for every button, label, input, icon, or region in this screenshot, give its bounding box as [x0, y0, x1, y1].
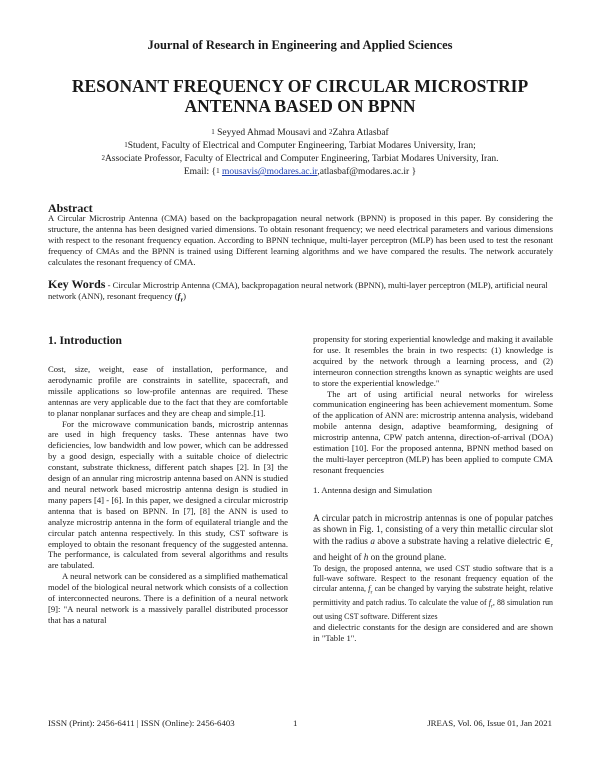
keywords: Key Words - Circular Microstrip Antenna (CMA), backpropagation neural network (BPNN), multi-layer perceptron (MLP), artificial neural network (ANN), resonant frequency $(f_r)$	[48, 277, 548, 304]
paragraph: A circular patch in microstrip antennas is one of popular patches as shown in Fig. 1, consisting of a very thin metallic circular slot with the radius a above a substrate having a relative dielectric $\in_r$ and height of h on the ground plane.	[313, 512, 553, 563]
abstract-text: A Circular Microstrip Antenna (CMA) based on the backpropagation neural network (BPNN) is proposed in this paper. By considering the structure, the antenna has been designed varied dimensions. To obtain resonant frequency; we need electrical parameters and various dimensions with respect to the resonant frequency equation. According to BPNN technique, multi-layer perceptron (MLP) has been used to test the resonant frequency of CMAs and the BPNN is trained using Different learning algorithms and we have compared the results. The network accurately calculates the resonant frequency of CMA.	[48, 213, 553, 268]
page-number: 1	[293, 718, 298, 728]
title-line-2: ANTENNA BASED ON BPNN	[184, 96, 416, 116]
paper-title	[40, 76, 560, 116]
keywords-label: Key Words	[48, 277, 106, 291]
author-block	[0, 127, 600, 179]
email-line: Email: {$^1$ mousavis@modares.ac.ir,atlasbaf@modares.ac.ir }	[183, 167, 417, 177]
paragraph: The art of using artificial neural networks for wireless communication engineering has been achievement momentum. Some of the application of ANN are: microstrip antenna analysis, wideband mobile antenna design, adaptive beamforming, designing of microstrip antenna, CPW patch antenna, direction-of-arrival (DOA) estimation [10]. For the proposed antenna, BPNN method based on the multi-layer perceptron (MLP) has been applied to compute CMA resonant frequencies	[313, 388, 553, 475]
paragraph: propensity for storing experiential knowledge and making it available for use. It resembles the brain in two respects: (1) knowledge is acquired by the network through a learning process, and (2) interneuron connection strengths known as synaptic weights are used to store the experiential knowledge."	[313, 334, 553, 388]
section-subheading: 1. Antenna design and Simulation	[313, 484, 432, 495]
paragraph: Cost, size, weight, ease of installation, performance, and aerodynamic profile are constraints in satellite, spacecraft, and missile applications so low-profile antennas are required. These antennas are very applicable due to the fact that they are comfortable to planar nonplanar surfaces and they are cheap and simple.[1].	[48, 364, 288, 418]
right-column	[313, 334, 553, 644]
journal-name: Journal of Research in Engineering and Applied Sciences	[147, 38, 453, 52]
email-link[interactable]: mousavis@modares.ac.ir	[221, 167, 318, 177]
paragraph: and dielectric constants for the design are considered and are shown in "Table 1".	[313, 622, 553, 643]
introduction-heading: 1. Introduction	[48, 335, 122, 347]
footer-issn: ISSN (Print): 2456-6411 | ISSN (Online): 2456-6403	[48, 718, 235, 728]
left-column	[48, 364, 288, 626]
footer-citation: JREAS, Vol. 06, Issue 01, Jan 2021	[427, 718, 552, 728]
affiliation-1: $^1$Student, Faculty of Electrical and Computer Engineering, Tarbiat Modares University, Iran;	[124, 141, 476, 151]
affiliation-2: $^2$Associate Professor, Faculty of Electrical and Computer Engineering, Tarbiat Modares University, Iran.	[101, 154, 499, 164]
paragraph: To design, the proposed antenna, we used CST studio software that is a full-wave software. Respect to the resonant frequency equation of the circular antenna, $f_r$ can be changed by varying the substrate height, relative permittivity and patch radius. To calculate the value of $f_r$, 88 simulation run out using CST software. Different sizes	[313, 563, 553, 621]
abstract-heading: Abstract	[48, 201, 93, 215]
paragraph: A neural network can be considered as a simplified mathematical model of the biological neural network which consists of a collection of interconnected neurons. There is a definition of a neural network [9]: "A neural network is a massively parallel distributed processor that has a natural	[48, 571, 288, 625]
title-line-1: RESONANT FREQUENCY OF CIRCULAR MICROSTRIP	[71, 76, 529, 96]
author-names: $^1$ Seyyed Ahmad Mousavi and $^2$Zahra Atlasbaf	[211, 128, 389, 138]
paragraph: For the microwave communication bands, microstrip antennas are used in high frequency tasks. These antennas have two deficiencies, low bandwidth and low power, which can be addressed by a good design, especially with a suitable choice of dielectric constant, substrate thickness, different patch shapes [2]. In [3] the design of an annular ring microstrip antenna based on ANN is studied and neural network based microstrip antenna design is studied in many papers [4] - [6]. In this paper, we designed a circular microstrip antenna that is based on BPNN. In [7], [8] the ANN is used to analyze microstrip antenna in the form of equilateral triangle and the circular patch antenna respectively. In this study, CST software is employed to obtain the resonant frequency of the suggested antenna. The performance, is calculated from several algorithms and results are tabulated.	[48, 418, 288, 571]
